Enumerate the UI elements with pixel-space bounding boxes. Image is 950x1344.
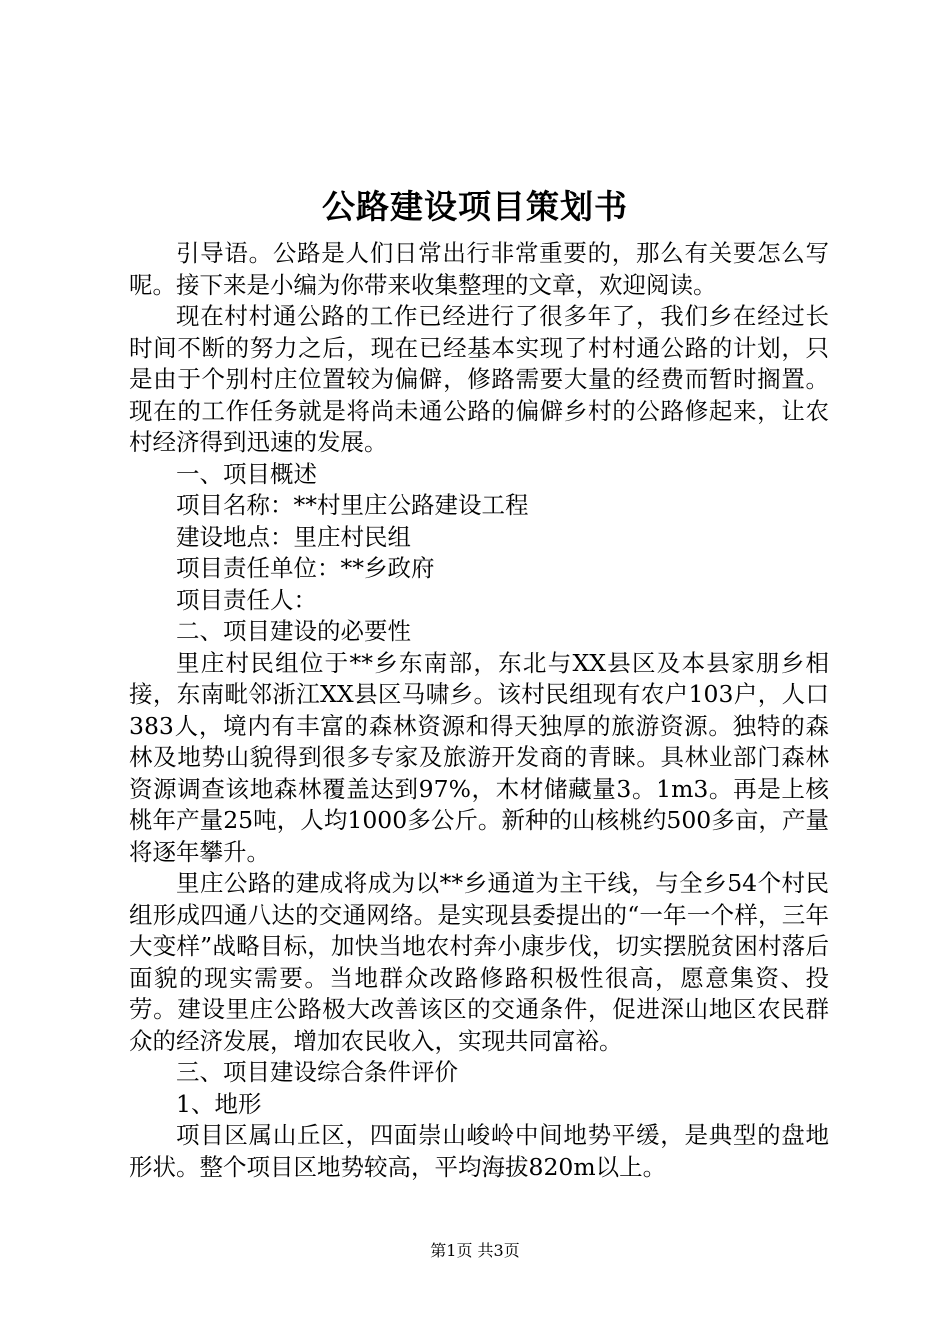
paragraph-road-benefit: 里庄公路的建成将成为以**乡通道为主干线，与全乡54个村民组形成四通八达的交通网络。是实现县委提出的“一年一个样，三年大变样”战略目标，加快当地农村奔小康步伐，切实摆脱贫困村落后面貌的现实需要。当地群众改路修路积极性很高，愿意集资、投劳。建设里庄公路极大改善该区的交通条件，促进深山地区农民群众的经济发展，增加农民收入，实现共同富裕。 (129, 869, 829, 1055)
document-title: 公路建设项目策划书 (322, 187, 628, 226)
subsection-heading-terrain: 1、地形 (176, 1089, 262, 1118)
responsible-unit-line: 项目责任单位：**乡政府 (176, 554, 435, 582)
project-location-line: 建设地点：里庄村民组 (176, 522, 411, 551)
section-heading-evaluation: 三、项目建设综合条件评价 (176, 1058, 458, 1086)
project-name-line: 项目名称：**村里庄公路建设工程 (176, 491, 529, 519)
section-heading-necessity: 二、项目建设的必要性 (176, 617, 411, 645)
paragraph-background: 现在村村通公路的工作已经进行了很多年了，我们乡在经过长时间不断的努力之后，现在已经基本实现了村村通公路的计划，只是由于个别村庄位置较为偏僻，修路需要大量的经费而暂时搁置。现在的工作任务就是将尚未通公路的偏僻乡村的公路修起来，让农村经济得到迅速的发展。 (129, 302, 829, 456)
page-footer: 第1页 共3页 (430, 1241, 520, 1260)
paragraph-terrain: 项目区属山丘区，四面崇山峻岭中间地势平缓，是典型的盘地形状。整个项目区地势较高，平均海拔820m以上。 (129, 1121, 829, 1181)
responsible-person-line: 项目责任人： (176, 585, 317, 614)
document-body (129, 238, 829, 1183)
paragraph-intro: 引导语。公路是人们日常出行非常重要的，那么有关要怎么写呢。接下来是小编为你带来收集整理的文章，欢迎阅读。 (129, 239, 829, 299)
section-heading-overview: 一、项目概述 (176, 459, 317, 488)
paragraph-village-info: 里庄村民组位于**乡东南部，东北与XX县区及本县家朋乡相接，东南毗邻浙江XX县区马啸乡。该村民组现有农户103户，人口383人，境内有丰富的森林资源和得天独厚的旅游资源。独特的森林及地势山貌得到很多专家及旅游开发商的青睐。具林业部门森林资源调查该地森林覆盖达到97%，木材储藏量3。1m3。再是上核桃年产量25吨，人均1000多公斤。新种的山核桃约500多亩，产量将逐年攀升。 (129, 648, 829, 866)
